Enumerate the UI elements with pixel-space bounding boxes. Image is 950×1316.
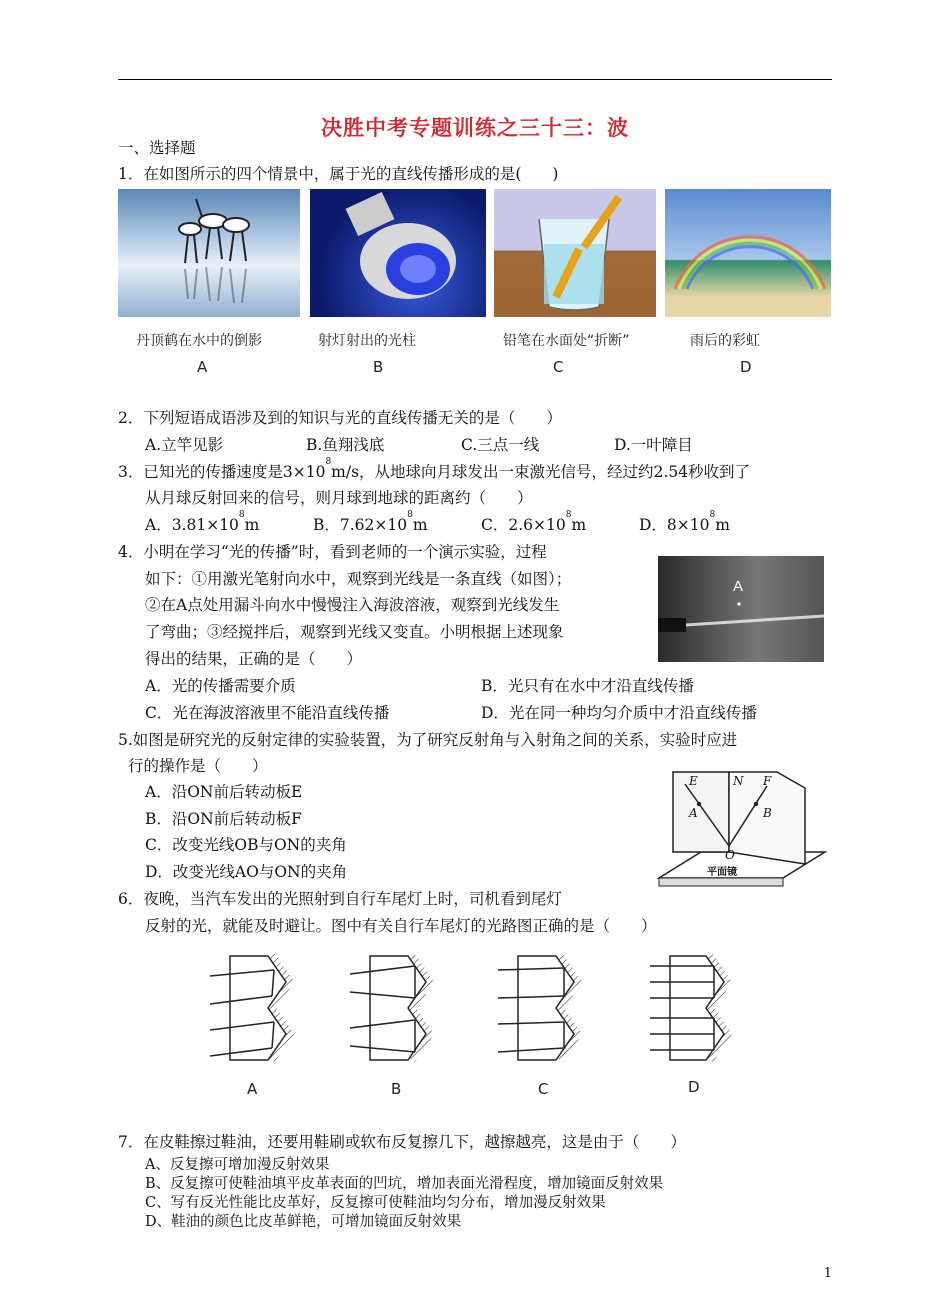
q2-option-d: D.一叶障目 [614, 436, 693, 454]
q4-option-b: B．光只有在水中才沿直线传播 [481, 677, 694, 695]
q7-option-a: A、反复擦可增加漫反射效果 [145, 1157, 330, 1173]
q4-laser-figure [658, 556, 824, 662]
normal-n-label: N [733, 774, 744, 788]
q4-stem-line1: 4．小明在学习“光的传播”时，看到老师的一个演示实验，过程 [118, 543, 547, 561]
spotlight-picture [310, 189, 486, 317]
q4-option-c: C．光在海波溶液里不能沿直线传播 [145, 704, 390, 722]
q2-option-a: A.立竿见影 [145, 436, 224, 454]
q1-image-a [118, 189, 300, 317]
q4-stem-line5: 得出的结果，正确的是（ ） [145, 650, 363, 668]
q3-option-a: A．$3.81\times 10^8m$ [145, 510, 260, 534]
q6-letter-c: C [538, 1080, 549, 1098]
point-o-label: O [725, 848, 735, 862]
q2-option-c: C.三点一线 [461, 436, 540, 454]
section-heading: 一、选择题 [118, 139, 196, 157]
q4-option-a: A．光的传播需要介质 [145, 677, 296, 695]
q1-caption-c: 铅笔在水面处“折断” [503, 333, 630, 349]
q4-stem-line4: 了弯曲；③经搅拌后，观察到光线又变直。小明根据上述现象 [145, 623, 564, 641]
crane-reflection-picture [118, 189, 300, 317]
q5-stem-line2: 行的操作是（ ） [128, 757, 268, 775]
q4-option-d: D．光在同一种均匀介质中才沿直线传播 [481, 704, 757, 722]
q1-caption-b: 射灯射出的光柱 [318, 333, 416, 349]
q7-option-b: B、反复擦可使鞋油填平皮革表面的凹坑，增加表面光滑程度，增加镜面反射效果 [145, 1176, 664, 1192]
q6-stem-line2: 反射的光，就能及时避让。图中有关自行车尾灯的光路图正确的是（ ） [145, 917, 657, 935]
q1-image-c [494, 189, 656, 317]
q4-stem-line3: ②在A点处用漏斗向水中慢慢注入海波溶液，观察到光线发生 [145, 596, 560, 614]
q7-stem: 7．在皮鞋擦过鞋油，还要用鞋刷或软布反复擦几下，越擦越亮，这是由于（ ） [118, 1133, 686, 1151]
q1-caption-d: 雨后的彩虹 [690, 333, 760, 349]
point-a-label: A [689, 806, 698, 820]
pencil-in-glass-picture [494, 189, 656, 317]
q2-option-b: B.鱼翔浅底 [306, 436, 385, 454]
page-title: 决胜中考专题训练之三十三：波 [321, 116, 629, 140]
q5-option-c: C．改变光线OB与ON的夹角 [145, 836, 347, 854]
q6-taillight-diagrams [210, 948, 750, 1098]
header-rule [118, 79, 832, 80]
q1-letter-c: C [553, 358, 564, 376]
q1-image-d [665, 189, 831, 317]
point-b-label: B [763, 806, 772, 820]
q1-stem: 1．在如图所示的四个情景中，属于光的直线传播形成的是( ) [118, 165, 559, 183]
q3-stem: 3．已知光的传播速度是$3\times 10^8m/s$，从地球向月球发出一束激光信号，经过约2.54秒收到了 [118, 457, 751, 481]
q4-stem-line2: 如下：①用激光笔射向水中，观察到光线是一条直线（如图）； [145, 570, 572, 588]
q7-option-c: C、写有反光性能比皮革好，反复擦可使鞋油均匀分布，增加漫反射效果 [145, 1195, 606, 1211]
plane-mirror-label: 平面镜 [707, 867, 737, 878]
q5-option-d: D．改变光线AO与ON的夹角 [145, 863, 348, 881]
q6-letter-d: D [688, 1078, 700, 1096]
q5-reflection-figure [655, 768, 831, 890]
board-f-label: F [763, 774, 772, 788]
board-e-label: E [689, 774, 698, 788]
q7-option-d: D、鞋油的颜色比皮革鲜艳，可增加镜面反射效果 [145, 1214, 462, 1230]
q5-option-b: B．沿ON前后转动板F [145, 810, 302, 828]
q3-option-b: B．$7.62\times 10^8m$ [313, 510, 428, 534]
q1-image-b [310, 189, 486, 317]
q5-option-a: A．沿ON前后转动板E [145, 783, 303, 801]
q3-option-c: C．$2.6\times 10^8m$ [481, 510, 587, 534]
page-number: 1 [823, 1266, 832, 1281]
q1-letter-b: B [373, 358, 384, 376]
q3-option-d: D．$8\times 10^8m$ [639, 510, 730, 534]
q5-stem-line1: 5.如图是研究光的反射定律的实验装置，为了研究反射角与入射角之间的关系，实验时应进 [118, 731, 738, 749]
q4-figure-point-label: A [733, 578, 744, 595]
q3-stem-line2: 从月球反射回来的信号，则月球到地球的距离约（ ） [145, 489, 533, 507]
q1-letter-a: A [197, 358, 208, 376]
q6-letter-b: B [391, 1080, 402, 1098]
q6-letter-a: A [247, 1080, 258, 1098]
q6-stem-line1: 6．夜晚，当汽车发出的光照射到自行车尾灯上时，司机看到尾灯 [118, 890, 562, 908]
q2-stem: 2．下列短语成语涉及到的知识与光的直线传播无关的是（ ） [118, 409, 562, 427]
q1-letter-d: D [740, 358, 752, 376]
laser-beam-picture [658, 556, 824, 662]
rainbow-picture [665, 189, 831, 317]
q1-caption-a: 丹顶鹤在水中的倒影 [136, 333, 262, 349]
